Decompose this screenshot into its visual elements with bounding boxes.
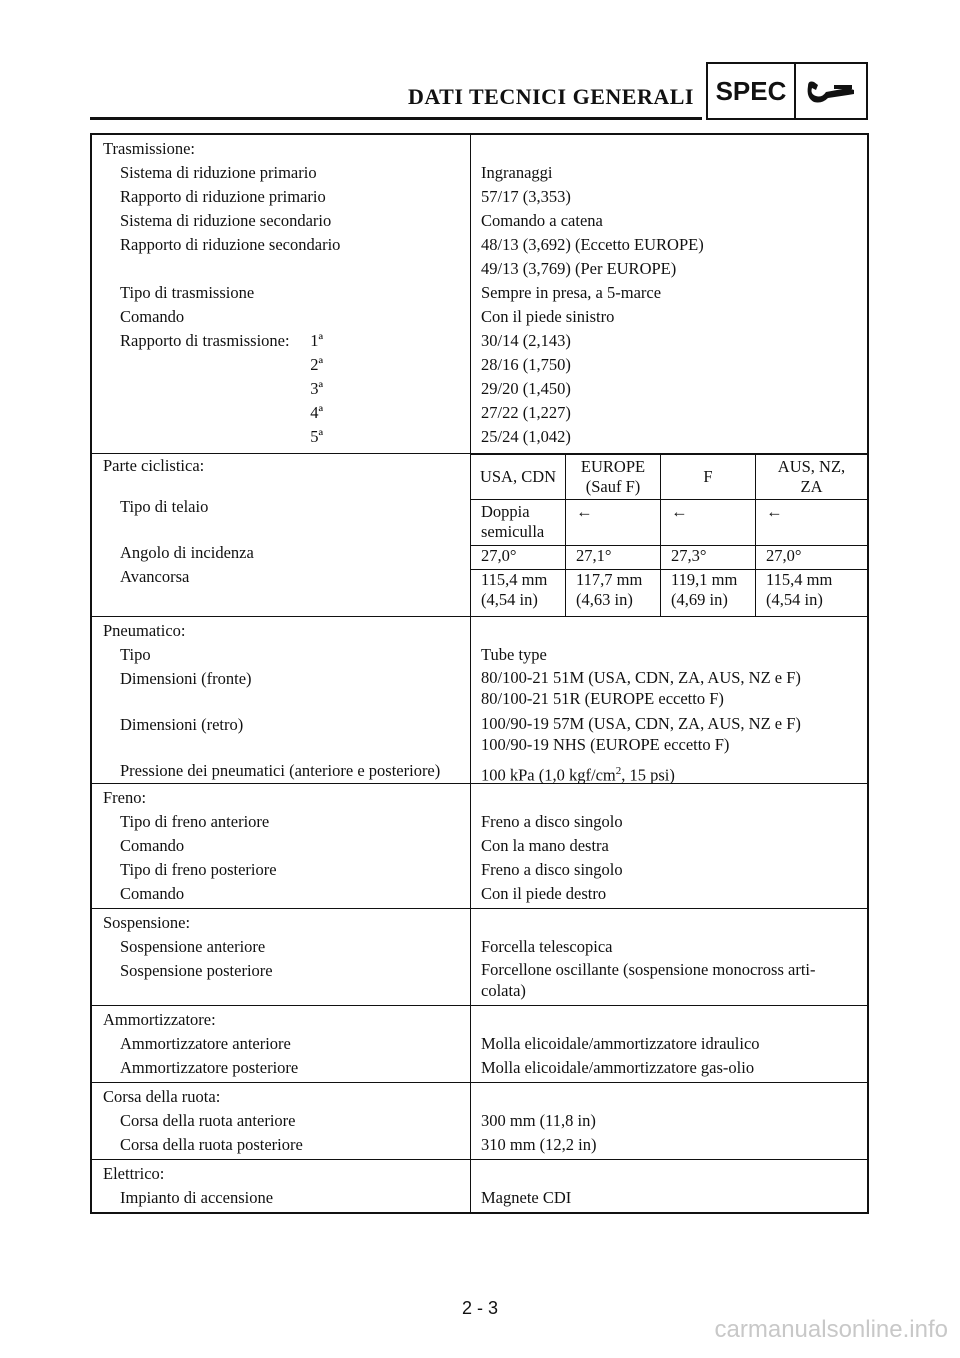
watermark: carmanualsonline.info — [714, 1316, 948, 1343]
gear-value: 27/22 (1,227) — [481, 403, 571, 422]
cell: ← — [566, 500, 661, 546]
spec-label: SPEC — [708, 64, 796, 118]
row-label: Ammortizzatore anteriore — [120, 1033, 291, 1053]
gear-value: 29/20 (1,450) — [481, 379, 571, 398]
section-heading: Ammortizzatore: — [103, 1009, 216, 1029]
row-label: Tipo — [120, 644, 151, 664]
gear-row — [92, 425, 470, 449]
row-value: Freno a disco singolo — [481, 859, 623, 879]
cell: 115,4 mm (4,54 in) — [756, 570, 868, 616]
gear-value: 30/14 (2,143) — [481, 331, 571, 350]
row-label: Corsa della ruota anteriore — [120, 1110, 296, 1130]
cell: 117,7 mm (4,63 in) — [566, 570, 661, 616]
col-header: EUROPE (Sauf F) — [566, 455, 661, 500]
pressure-sup: 2 — [615, 764, 622, 777]
section-pneumatico — [91, 616, 868, 783]
gear-value: 28/16 (1,750) — [481, 355, 571, 374]
spec-table — [90, 133, 869, 1214]
row-label: Dimensioni (fronte) — [120, 668, 252, 688]
pressure-text: 100 kPa (1,0 kgf/cm — [481, 765, 616, 784]
row-label: Avancorsa — [120, 567, 190, 586]
row-value: Forcellone oscillante (sospensione monocross arti- colata) — [481, 959, 816, 1000]
row-label: Tipo di trasmissione — [120, 283, 255, 302]
section-elettrico — [91, 1159, 868, 1213]
section-heading: Parte ciclistica: — [103, 456, 205, 475]
row-label: Impianto di accensione — [120, 1187, 274, 1207]
row-value: Freno a disco singolo — [481, 811, 623, 831]
gear-label: 4ª — [310, 403, 323, 422]
row-value: 48/13 (3,692) (Eccetto EUROPE) — [481, 235, 704, 254]
col-header: USA, CDN — [471, 455, 566, 500]
section-freno — [91, 783, 868, 908]
row-value: Molla elicoidale/ammortizzatore idraulico — [481, 1033, 760, 1053]
pressure-value — [471, 759, 867, 783]
gear-label: 5ª — [310, 427, 323, 446]
row-value: Forcella telescopica — [481, 936, 613, 956]
gear-label: 2ª — [310, 355, 323, 374]
cell: 27,1° — [566, 546, 661, 570]
cell: Doppia semiculla — [471, 500, 566, 546]
row-label: Comando — [120, 307, 185, 326]
section-trasmissione — [91, 134, 868, 454]
gear-row — [92, 401, 470, 425]
gear-row — [92, 377, 470, 401]
row-value: 310 mm (12,2 in) — [481, 1134, 597, 1154]
row-value: 80/100-21 51M (USA, CDN, ZA, AUS, NZ e F) 80/100-21 51R (EUROPE eccetto F) — [481, 667, 801, 708]
row-label: Sospensione posteriore — [120, 960, 273, 980]
gear-label: 1ª — [310, 331, 323, 350]
row-label: Tipo di telaio — [120, 497, 209, 516]
gear-value: 25/24 (1,042) — [481, 427, 571, 446]
row-label: Sospensione anteriore — [120, 936, 266, 956]
row-value: Comando a catena — [481, 211, 603, 230]
cell: 27,0° — [756, 546, 868, 570]
row-label: Tipo di freno anteriore — [120, 811, 270, 831]
row-value: Molla elicoidale/ammortizzatore gas-olio — [481, 1057, 755, 1077]
section-heading: Corsa della ruota: — [103, 1086, 221, 1106]
row-label: Rapporto di riduzione secondario — [120, 235, 341, 254]
section-heading: Elettrico: — [103, 1163, 165, 1183]
section-heading: Sospensione: — [103, 912, 191, 932]
cell: 27,3° — [661, 546, 756, 570]
ratio-label: Rapporto di trasmissione: — [120, 331, 290, 350]
col-header: F — [661, 455, 756, 500]
row-label: Tipo di freno posteriore — [120, 859, 277, 879]
cell: 27,0° — [471, 546, 566, 570]
col-header: AUS, NZ, ZA — [756, 455, 868, 500]
row-value: Con il piede destro — [481, 883, 607, 903]
gear-label: 3ª — [310, 379, 323, 398]
row-label: Sistema di riduzione secondario — [120, 211, 332, 230]
row-label: Rapporto di riduzione primario — [120, 187, 326, 206]
row-value: 100/90-19 57M (USA, CDN, ZA, AUS, NZ e F) 100/90-19 NHS (EUROPE eccetto F) — [481, 713, 801, 754]
row-label: Comando — [120, 883, 185, 903]
row-label: Corsa della ruota posteriore — [120, 1134, 303, 1154]
page-number: 2 - 3 — [461, 1298, 499, 1318]
gear-row — [92, 329, 470, 353]
frame-table — [471, 454, 867, 616]
section-parte-ciclistica — [91, 454, 868, 617]
row-label: Pressione dei pneumatici (anteriore e posteriore) — [120, 760, 441, 780]
section-heading: Pneumatico: — [103, 620, 186, 640]
spec-badge — [706, 62, 868, 120]
section-sospensione — [91, 908, 868, 1005]
header-rule — [90, 117, 702, 120]
row-label: Angolo di incidenza — [120, 543, 254, 562]
row-label: Dimensioni (retro) — [120, 714, 244, 734]
row-value: Con la mano destra — [481, 835, 609, 855]
cell: 119,1 mm (4,69 in) — [661, 570, 756, 616]
row-label: Comando — [120, 835, 185, 855]
row-value: Con il piede sinistro — [481, 307, 615, 326]
wrench-icon — [796, 64, 866, 118]
row-value: Tube type — [481, 644, 547, 664]
cell: ← — [756, 500, 868, 546]
pressure-text-end: , 15 psi) — [621, 765, 675, 784]
row-label — [92, 257, 470, 281]
row-value: 49/13 (3,769) (Per EUROPE) — [481, 259, 677, 278]
section-heading: Freno: — [103, 787, 147, 807]
page-title: DATI TECNICI GENERALI — [408, 84, 694, 109]
section-heading: Trasmissione: — [103, 139, 195, 158]
section-ammortizzatore — [91, 1005, 868, 1082]
row-value: Sempre in presa, a 5-marce — [481, 283, 662, 302]
row-value: Magnete CDI — [481, 1187, 572, 1207]
row-value: 57/17 (3,353) — [481, 187, 571, 206]
cell: ← — [661, 500, 756, 546]
cell: 115,4 mm (4,54 in) — [471, 570, 566, 616]
section-corsa — [91, 1082, 868, 1159]
row-label: Ammortizzatore posteriore — [120, 1057, 299, 1077]
row-value: 300 mm (11,8 in) — [481, 1110, 596, 1130]
row-label: Sistema di riduzione primario — [120, 163, 317, 182]
row-value: Ingranaggi — [481, 163, 553, 182]
gear-row — [92, 353, 470, 377]
